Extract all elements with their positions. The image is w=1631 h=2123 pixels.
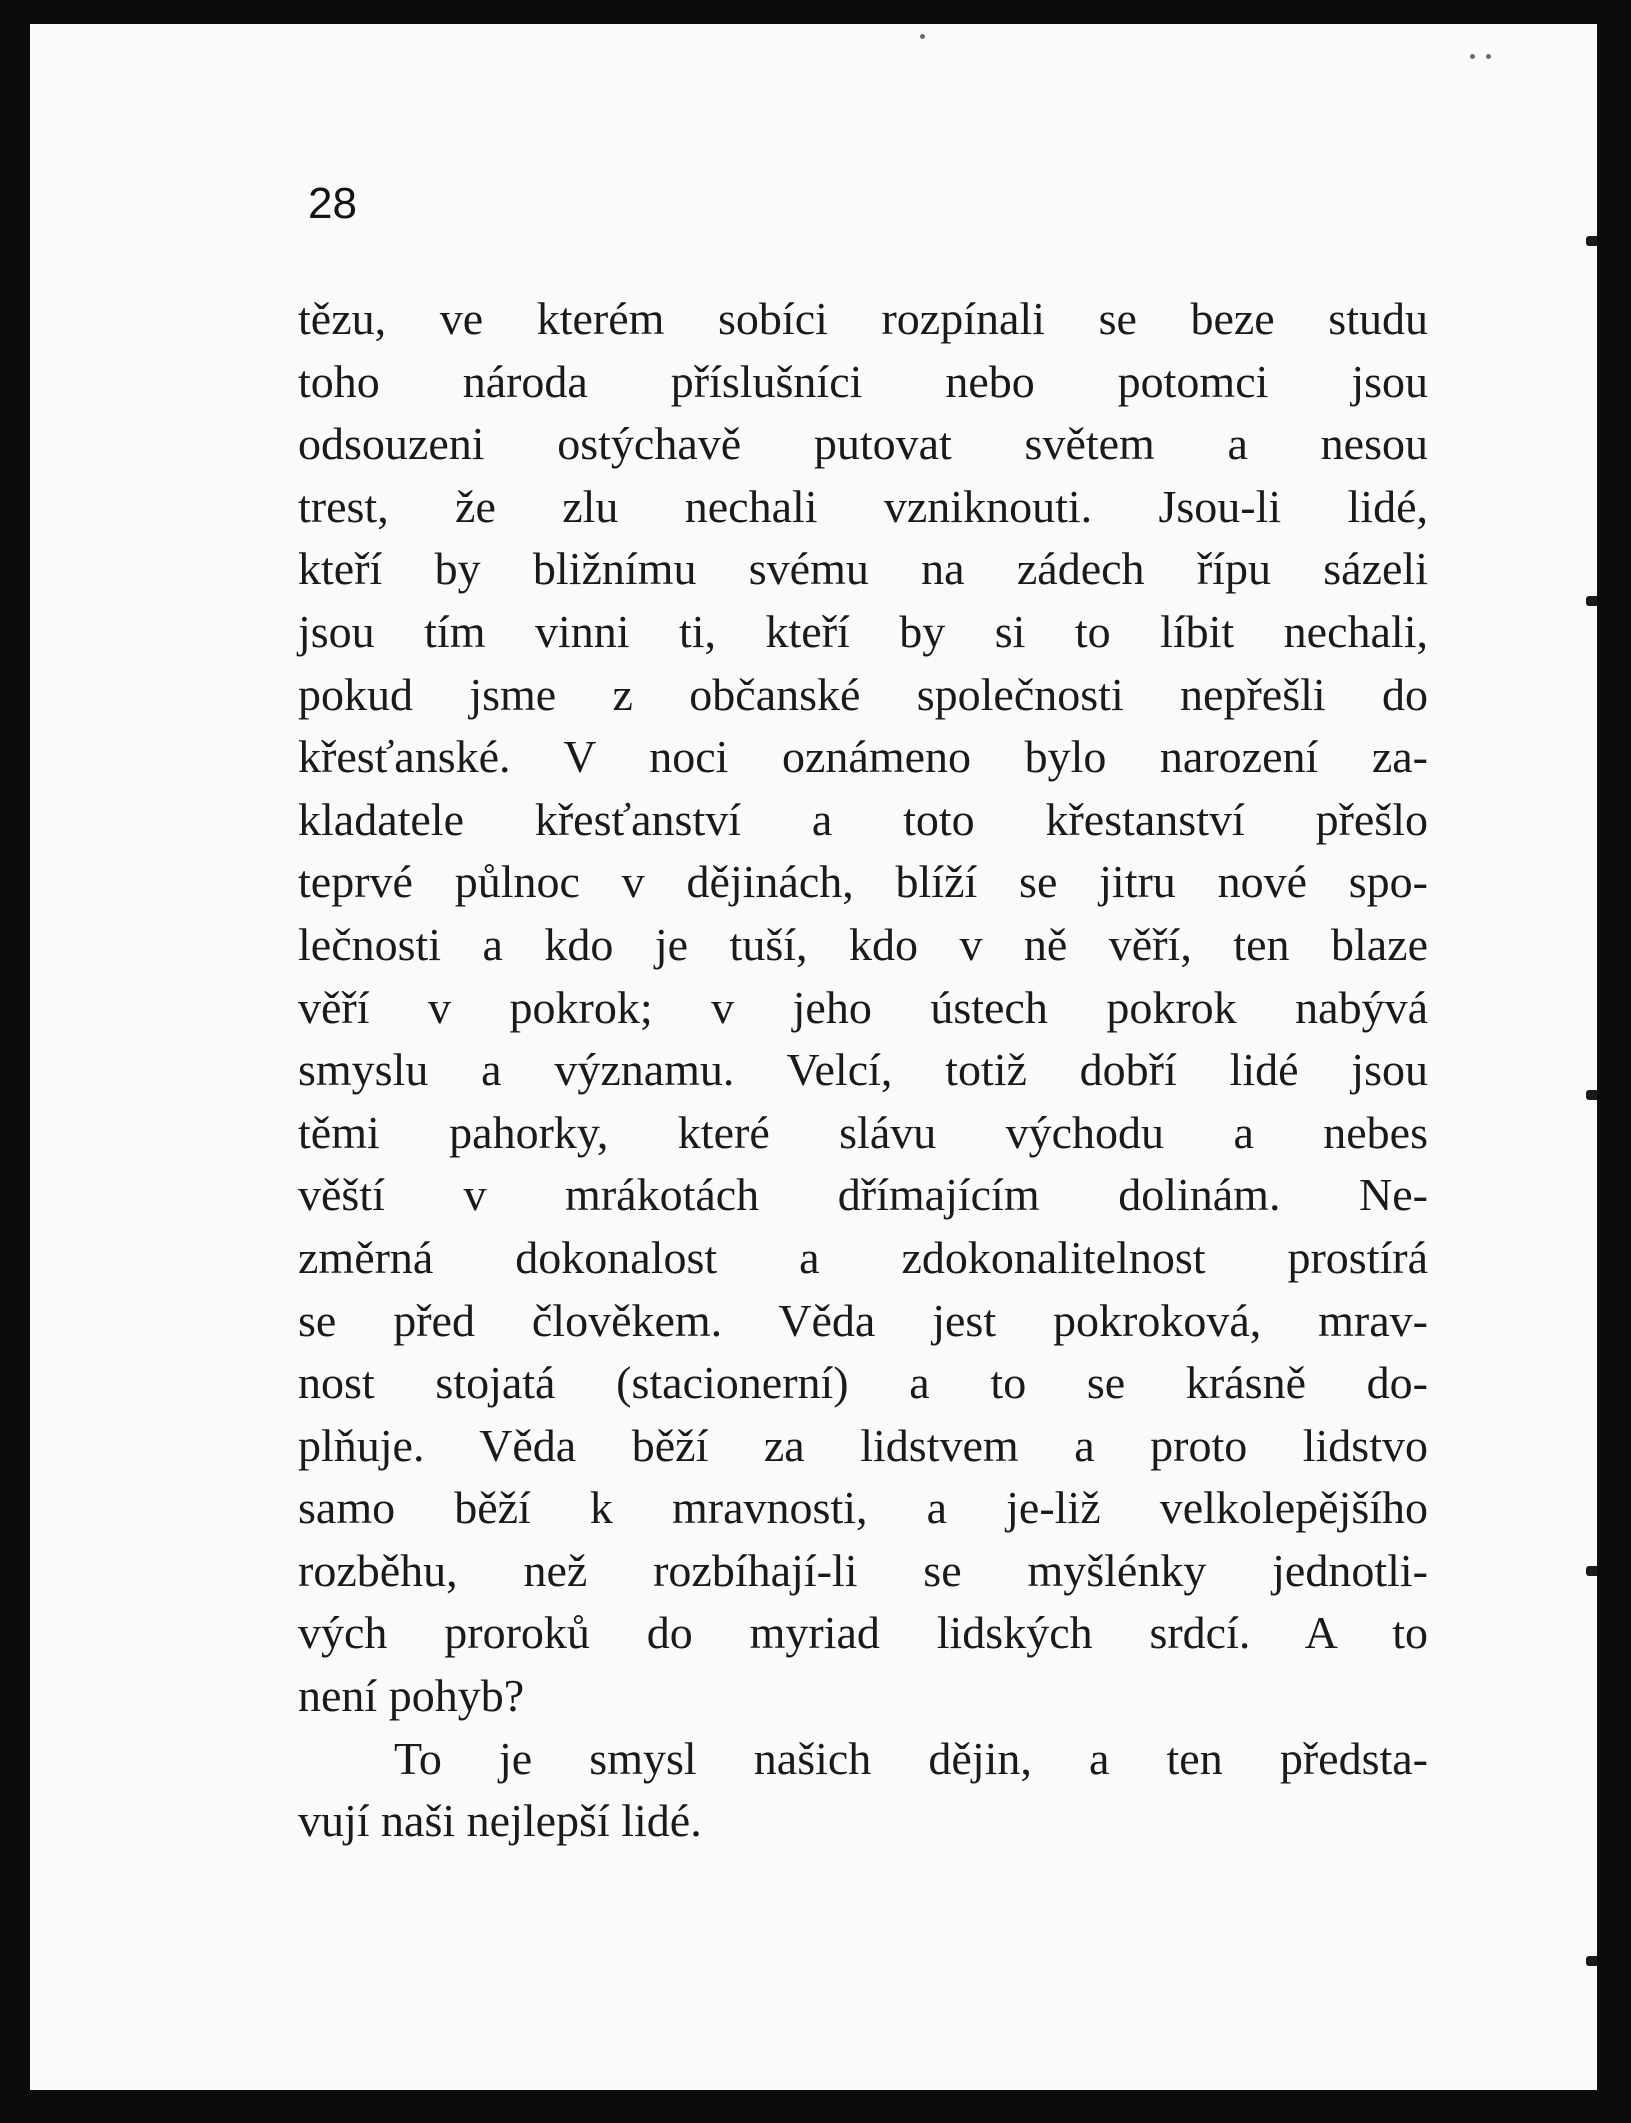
dust-speck bbox=[1486, 54, 1491, 59]
binding-mark bbox=[1586, 1090, 1597, 1100]
text-line: rozběhu, než rozbíhají-li se myšlénky jednotli- bbox=[298, 1544, 1428, 1596]
text-line: lečnosti a kdo je tuší, kdo v ně věří, ten blaze bbox=[298, 918, 1428, 970]
text-line: plňuje. Věda běží za lidstvem a proto lidstvo bbox=[298, 1419, 1428, 1471]
paragraph-1 bbox=[298, 288, 1428, 1728]
text-line: křesťanské. V noci oznámeno bylo narození za- bbox=[298, 731, 1428, 783]
text-line: není pohyb? bbox=[298, 1670, 525, 1722]
paragraph-2 bbox=[298, 1728, 1428, 1853]
binding-mark bbox=[1586, 596, 1597, 606]
text-line: věří v pokrok; v jeho ústech pokrok nabývá bbox=[298, 981, 1428, 1033]
text-line: teprvé půlnoc v dějinách, blíží se jitru nové spo- bbox=[298, 856, 1428, 908]
text-line: toho národa příslušníci nebo potomci jsou bbox=[298, 355, 1428, 407]
page-number: 28 bbox=[308, 179, 357, 228]
text-line: kladatele křesťanství a toto křestanství přešlo bbox=[298, 793, 1428, 845]
dust-speck bbox=[920, 34, 925, 39]
binding-mark bbox=[1586, 236, 1597, 246]
binding-mark bbox=[1586, 1956, 1597, 1966]
text-line: věští v mrákotách dřímajícím dolinám. Ne- bbox=[298, 1169, 1428, 1221]
text-line: vých proroků do myriad lidských srdcí. A to bbox=[298, 1607, 1428, 1659]
text-line: pokud jsme z občanské společnosti nepřešli do bbox=[298, 668, 1428, 720]
text-line: To je smysl našich dějin, a ten předsta- bbox=[394, 1732, 1428, 1784]
text-line: samo běží k mravnosti, a je-liž velkolepějšího bbox=[298, 1482, 1428, 1534]
text-line: těmi pahorky, které slávu východu a nebes bbox=[298, 1106, 1428, 1158]
text-line: se před člověkem. Věda jest pokroková, mrav- bbox=[298, 1294, 1428, 1346]
body-text bbox=[298, 288, 1428, 1853]
text-line: trest, že zlu nechali vzniknouti. Jsou-li lidé, bbox=[298, 480, 1428, 532]
text-line: vují naši nejlepší lidé. bbox=[298, 1795, 702, 1847]
book-page bbox=[30, 24, 1597, 2090]
text-line: jsou tím vinni ti, kteří by si to líbit nechali, bbox=[298, 605, 1428, 657]
dust-speck bbox=[1470, 54, 1475, 59]
text-line: tězu, ve kterém sobíci rozpínali se beze studu bbox=[298, 293, 1428, 344]
text-line: kteří by bližnímu svému na zádech řípu sázeli bbox=[298, 543, 1428, 595]
text-line: změrná dokonalost a zdokonalitelnost prostírá bbox=[298, 1231, 1428, 1283]
text-line: smyslu a významu. Velcí, totiž dobří lidé jsou bbox=[298, 1044, 1428, 1096]
text-line: odsouzeni ostýchavě putovat světem a nesou bbox=[298, 418, 1428, 470]
text-line: nost stojatá (stacionerní) a to se krásně do- bbox=[298, 1357, 1428, 1409]
binding-mark bbox=[1586, 1566, 1597, 1576]
